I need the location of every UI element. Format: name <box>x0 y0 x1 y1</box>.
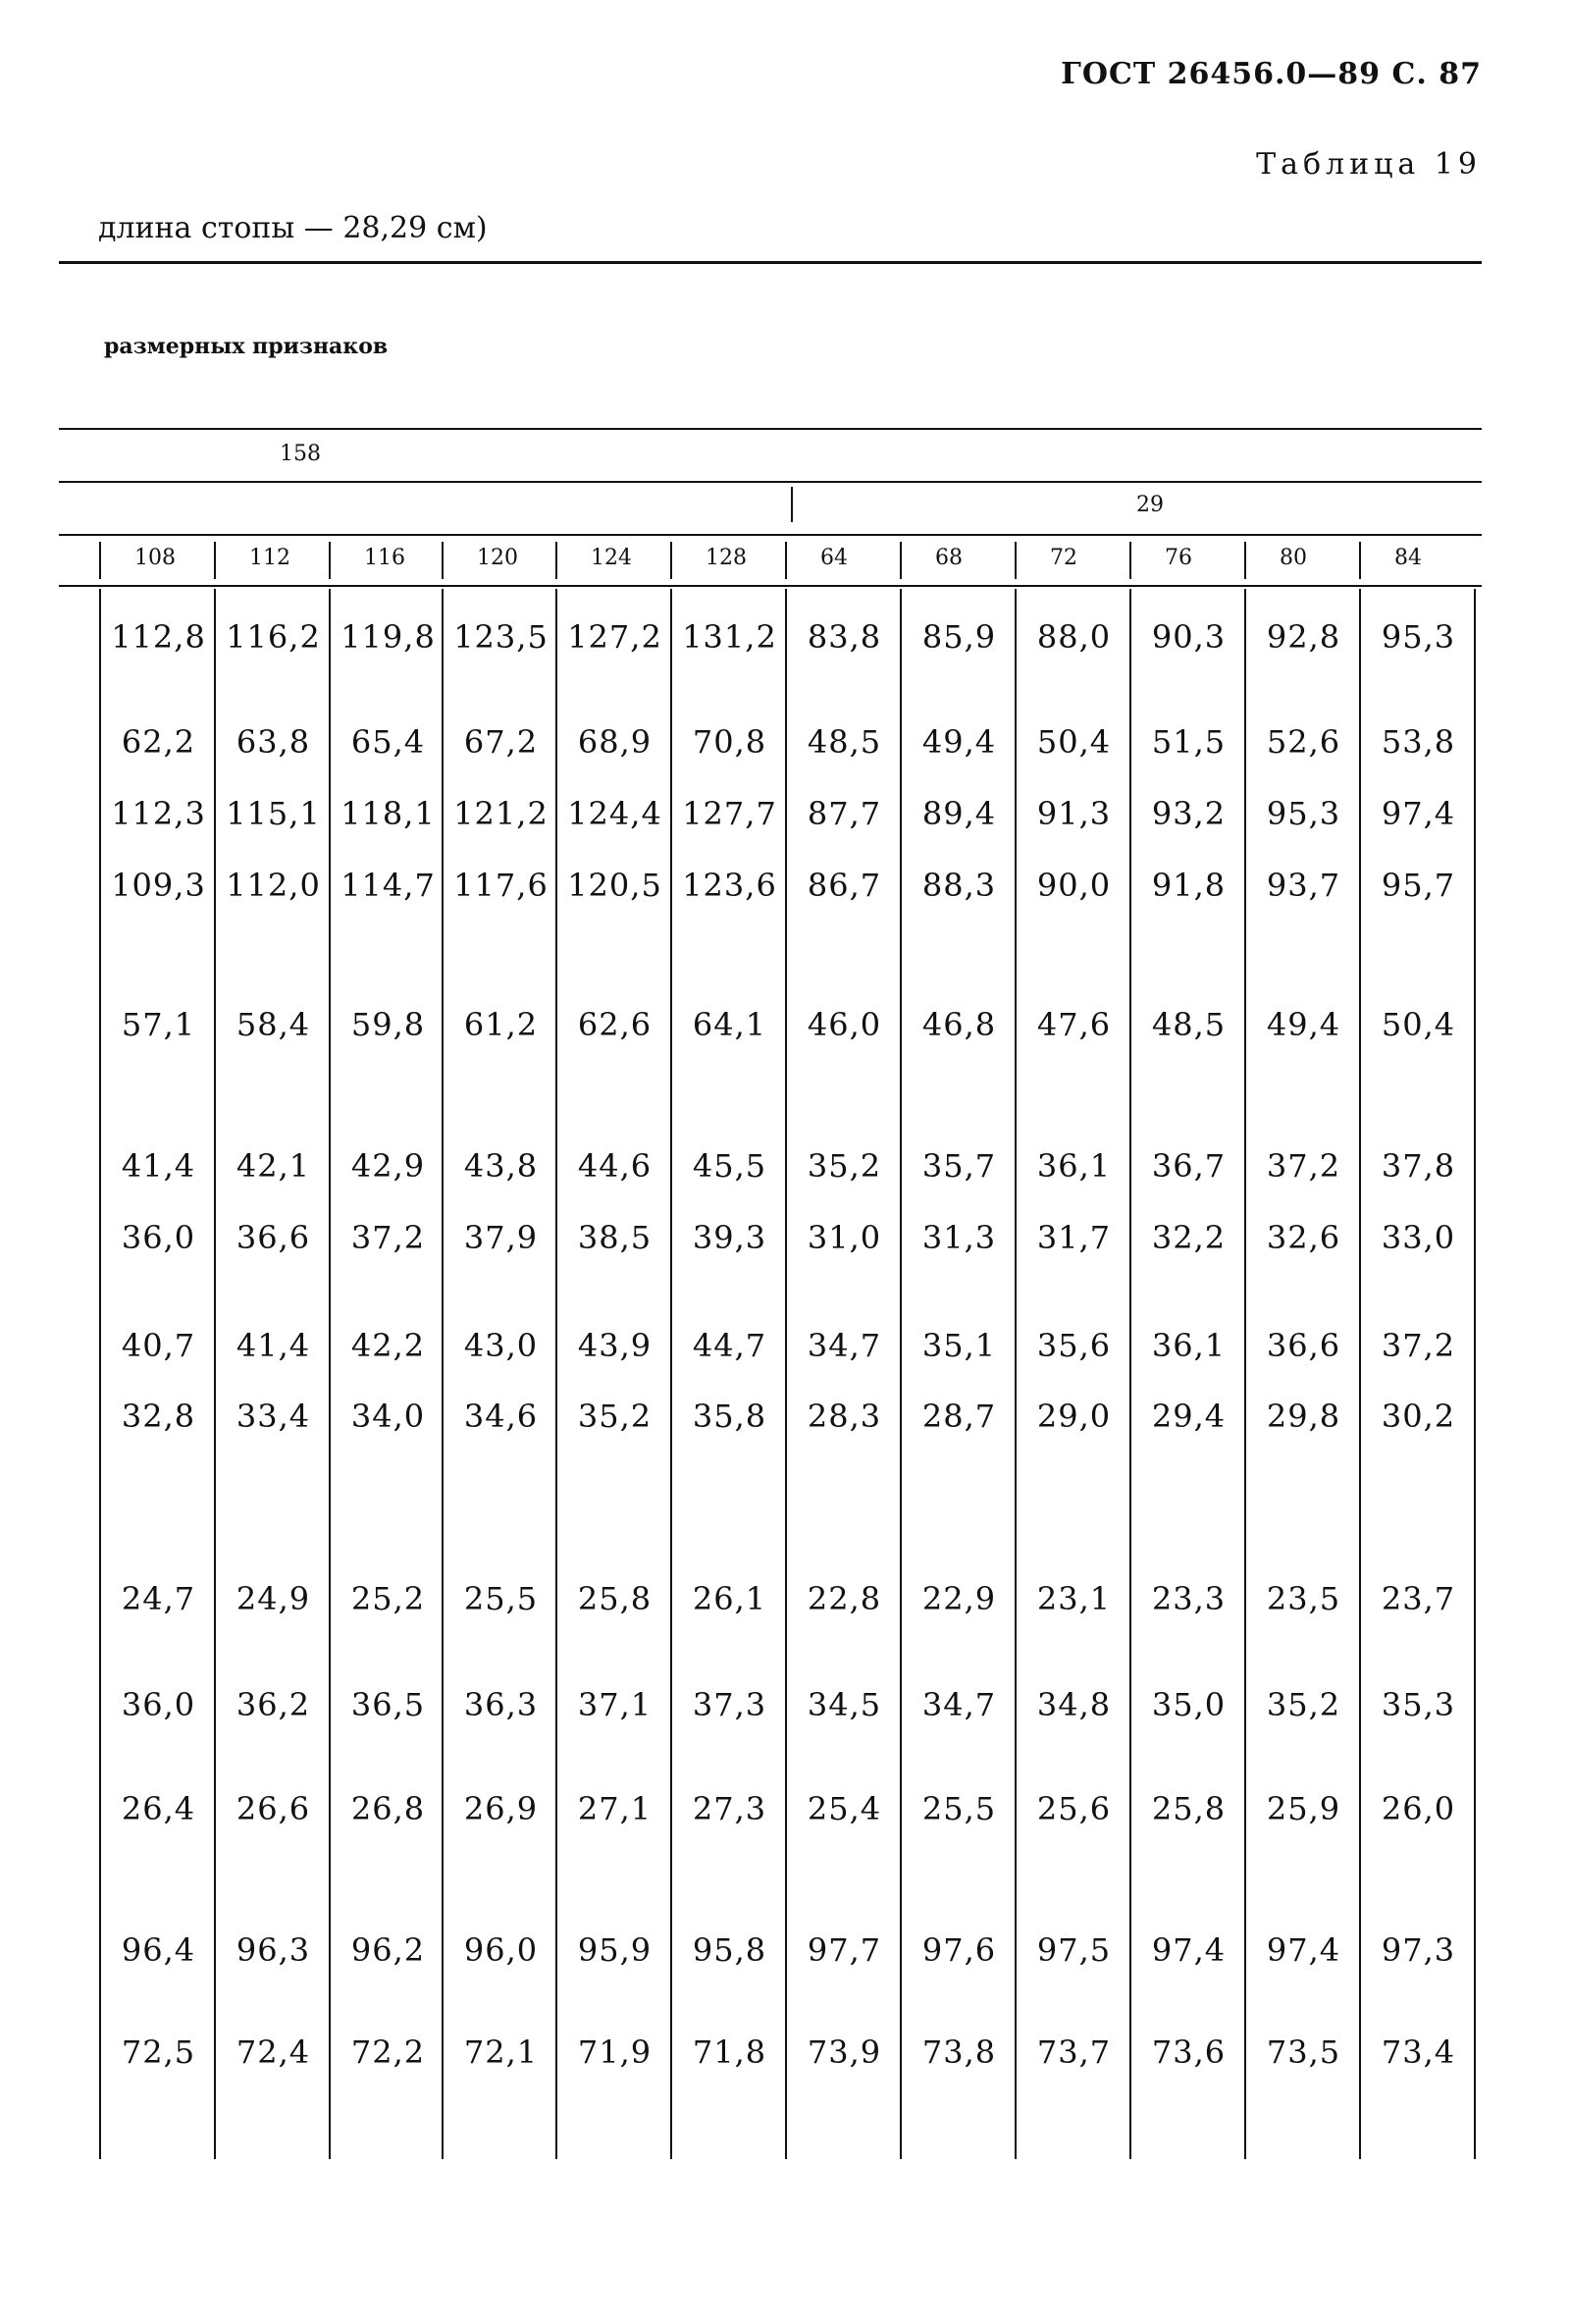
header-rule-2 <box>59 481 1482 483</box>
column-header: 72 <box>1050 546 1077 570</box>
table-cell: 90,0 <box>1036 867 1112 904</box>
table-cell: 33,4 <box>236 1398 311 1435</box>
header-rule-1 <box>59 428 1482 430</box>
table-cell: 62,6 <box>577 1006 653 1043</box>
table-cell: 35,7 <box>921 1147 997 1185</box>
table-cell: 121,2 <box>453 795 549 832</box>
table-cell: 57,1 <box>121 1006 196 1043</box>
table-cell: 96,0 <box>463 1931 539 1969</box>
table-cell: 50,4 <box>1036 723 1112 761</box>
table-cell: 25,5 <box>921 1790 997 1827</box>
table-cell: 37,2 <box>1266 1147 1341 1185</box>
table-cell: 118,1 <box>340 795 436 832</box>
column-header-divider <box>900 542 902 579</box>
table-cell: 39,3 <box>692 1219 767 1256</box>
table-cell: 26,1 <box>692 1580 767 1617</box>
column-header: 116 <box>364 546 405 570</box>
table-cell: 22,9 <box>921 1580 997 1617</box>
table-cell: 34,8 <box>1036 1686 1112 1723</box>
table-cell: 93,2 <box>1151 795 1227 832</box>
table-cell: 97,6 <box>921 1931 997 1969</box>
table-cell: 97,3 <box>1381 1931 1456 1969</box>
table-cell: 41,4 <box>121 1147 196 1185</box>
table-cell: 25,8 <box>577 1580 653 1617</box>
column-header-divider <box>1359 542 1361 579</box>
table-cell: 96,4 <box>121 1931 196 1969</box>
table-cell: 124,4 <box>567 795 662 832</box>
table-cell: 72,4 <box>236 2034 311 2071</box>
table-cell: 97,4 <box>1266 1931 1341 1969</box>
table-cell: 95,3 <box>1381 618 1456 656</box>
table-cell: 97,5 <box>1036 1931 1112 1969</box>
table-cell: 26,4 <box>121 1790 196 1827</box>
table-cell: 35,6 <box>1036 1327 1112 1364</box>
table-cell: 46,8 <box>921 1006 997 1043</box>
column-header-divider <box>442 542 444 579</box>
table-cell: 37,3 <box>692 1686 767 1723</box>
table-cell: 37,2 <box>1381 1327 1456 1364</box>
table-cell: 63,8 <box>236 723 311 761</box>
column-header: 80 <box>1280 546 1307 570</box>
table-cell: 23,1 <box>1036 1580 1112 1617</box>
table-cell: 35,1 <box>921 1327 997 1364</box>
table-cell: 67,2 <box>463 723 539 761</box>
column-header: 120 <box>477 546 518 570</box>
table-cell: 33,0 <box>1381 1219 1456 1256</box>
table-cell: 71,9 <box>577 2034 653 2071</box>
column-rule <box>1015 589 1017 2159</box>
table-cell: 24,9 <box>236 1580 311 1617</box>
table-cell: 71,8 <box>692 2034 767 2071</box>
column-header: 76 <box>1165 546 1192 570</box>
table-cell: 29,0 <box>1036 1398 1112 1435</box>
group-divider-tick <box>791 487 793 522</box>
column-rule <box>900 589 902 2159</box>
table-cell: 41,4 <box>236 1327 311 1364</box>
table-cell: 120,5 <box>567 867 662 904</box>
table-cell: 22,8 <box>807 1580 882 1617</box>
table-cell: 127,7 <box>682 795 777 832</box>
table-cell: 46,0 <box>807 1006 882 1043</box>
table-cell: 36,0 <box>121 1219 196 1256</box>
column-header: 108 <box>134 546 176 570</box>
table-cell: 70,8 <box>692 723 767 761</box>
table-cell: 48,5 <box>807 723 882 761</box>
table-cell: 25,9 <box>1266 1790 1341 1827</box>
column-header: 112 <box>249 546 290 570</box>
table-cell: 26,6 <box>236 1790 311 1827</box>
table-cell: 25,8 <box>1151 1790 1227 1827</box>
table-cell: 53,8 <box>1381 723 1456 761</box>
table-cell: 31,3 <box>921 1219 997 1256</box>
table-cell: 64,1 <box>692 1006 767 1043</box>
column-rule <box>1474 589 1476 2159</box>
table-cell: 36,1 <box>1036 1147 1112 1185</box>
table-cell: 26,0 <box>1381 1790 1456 1827</box>
table-cell: 95,8 <box>692 1931 767 1969</box>
table-cell: 49,4 <box>921 723 997 761</box>
column-header-divider <box>1129 542 1131 579</box>
header-rule-3 <box>59 534 1482 536</box>
table-cell: 123,6 <box>682 867 777 904</box>
column-header-divider <box>1015 542 1017 579</box>
table-cell: 49,4 <box>1266 1006 1341 1043</box>
table-cell: 24,7 <box>121 1580 196 1617</box>
table-cell: 44,7 <box>692 1327 767 1364</box>
table-cell: 115,1 <box>226 795 321 832</box>
column-header-divider <box>329 542 331 579</box>
table-cell: 29,8 <box>1266 1398 1341 1435</box>
table-cell: 88,3 <box>921 867 997 904</box>
table-cell: 36,5 <box>350 1686 426 1723</box>
table-cell: 36,0 <box>121 1686 196 1723</box>
table-cell: 50,4 <box>1381 1006 1456 1043</box>
table-cell: 73,5 <box>1266 2034 1341 2071</box>
table-cell: 23,3 <box>1151 1580 1227 1617</box>
table-cell: 25,5 <box>463 1580 539 1617</box>
table-cell: 116,2 <box>226 618 321 656</box>
table-cell: 65,4 <box>350 723 426 761</box>
table-cell: 25,6 <box>1036 1790 1112 1827</box>
table-cell: 52,6 <box>1266 723 1341 761</box>
table-cell: 119,8 <box>340 618 436 656</box>
table-cell: 43,8 <box>463 1147 539 1185</box>
table-cell: 112,0 <box>226 867 321 904</box>
table-cell: 51,5 <box>1151 723 1227 761</box>
table-cell: 23,7 <box>1381 1580 1456 1617</box>
table-cell: 73,4 <box>1381 2034 1456 2071</box>
table-cell: 90,3 <box>1151 618 1227 656</box>
table-cell: 26,8 <box>350 1790 426 1827</box>
table-cell: 28,3 <box>807 1398 882 1435</box>
table-cell: 28,7 <box>921 1398 997 1435</box>
table-cell: 88,0 <box>1036 618 1112 656</box>
table-cell: 72,5 <box>121 2034 196 2071</box>
table-cell: 96,3 <box>236 1931 311 1969</box>
table-cell: 45,5 <box>692 1147 767 1185</box>
table-cell: 32,6 <box>1266 1219 1341 1256</box>
table-cell: 43,0 <box>463 1327 539 1364</box>
table-cell: 73,6 <box>1151 2034 1227 2071</box>
column-rule <box>785 589 787 2159</box>
table-cell: 34,7 <box>807 1327 882 1364</box>
table-cell: 109,3 <box>111 867 206 904</box>
table-cell: 44,6 <box>577 1147 653 1185</box>
table-cell: 114,7 <box>340 867 436 904</box>
table-cell: 40,7 <box>121 1327 196 1364</box>
column-rule <box>1244 589 1246 2159</box>
table-cell: 96,2 <box>350 1931 426 1969</box>
table-cell: 95,9 <box>577 1931 653 1969</box>
table-cell: 47,6 <box>1036 1006 1112 1043</box>
table-cell: 32,2 <box>1151 1219 1227 1256</box>
column-header-divider <box>785 542 787 579</box>
table-cell: 30,2 <box>1381 1398 1456 1435</box>
table-cell: 97,4 <box>1151 1931 1227 1969</box>
table-cell: 27,1 <box>577 1790 653 1827</box>
table-cell: 35,8 <box>692 1398 767 1435</box>
table-cell: 29,4 <box>1151 1398 1227 1435</box>
column-rule <box>670 589 672 2159</box>
column-rule <box>99 589 101 2159</box>
table-cell: 34,0 <box>350 1398 426 1435</box>
table-cell: 36,6 <box>1266 1327 1341 1364</box>
table-cell: 73,9 <box>807 2034 882 2071</box>
column-rule <box>214 589 216 2159</box>
table-cell: 58,4 <box>236 1006 311 1043</box>
table-cell: 23,5 <box>1266 1580 1341 1617</box>
table-cell: 35,0 <box>1151 1686 1227 1723</box>
table-cell: 37,9 <box>463 1219 539 1256</box>
table-cell: 89,4 <box>921 795 997 832</box>
table-cell: 25,4 <box>807 1790 882 1827</box>
table-cell: 97,7 <box>807 1931 882 1969</box>
table-cell: 85,9 <box>921 618 997 656</box>
table-cell: 112,8 <box>111 618 206 656</box>
column-header-divider <box>99 542 101 579</box>
table-cell: 37,1 <box>577 1686 653 1723</box>
table-subtitle: длина стопы — 28,29 см) <box>98 211 488 245</box>
table-cell: 35,2 <box>807 1147 882 1185</box>
table-cell: 95,3 <box>1266 795 1341 832</box>
table-cell: 93,7 <box>1266 867 1341 904</box>
column-rule <box>329 589 331 2159</box>
table-cell: 43,9 <box>577 1327 653 1364</box>
table-cell: 35,2 <box>577 1398 653 1435</box>
table-cell: 27,3 <box>692 1790 767 1827</box>
table-cell: 36,3 <box>463 1686 539 1723</box>
table-cell: 37,8 <box>1381 1147 1456 1185</box>
column-header-divider <box>670 542 672 579</box>
table-cell: 34,6 <box>463 1398 539 1435</box>
table-cell: 117,6 <box>453 867 549 904</box>
table-cell: 42,2 <box>350 1327 426 1364</box>
column-header: 84 <box>1394 546 1422 570</box>
table-cell: 34,5 <box>807 1686 882 1723</box>
table-cell: 97,4 <box>1381 795 1456 832</box>
table-cell: 35,2 <box>1266 1686 1341 1723</box>
column-rule <box>1129 589 1131 2159</box>
document-reference: ГОСТ 26456.0—89 С. 87 <box>1061 57 1482 91</box>
table-cell: 34,7 <box>921 1686 997 1723</box>
table-cell: 36,1 <box>1151 1327 1227 1364</box>
column-header: 64 <box>820 546 848 570</box>
table-cell: 37,2 <box>350 1219 426 1256</box>
table-cell: 38,5 <box>577 1219 653 1256</box>
table-cell: 32,8 <box>121 1398 196 1435</box>
table-cell: 68,9 <box>577 723 653 761</box>
table-cell: 91,8 <box>1151 867 1227 904</box>
table-cell: 83,8 <box>807 618 882 656</box>
table-cell: 86,7 <box>807 867 882 904</box>
table-cell: 35,3 <box>1381 1686 1456 1723</box>
column-header-divider <box>555 542 557 579</box>
table-cell: 112,3 <box>111 795 206 832</box>
header-rule-4 <box>59 585 1482 587</box>
column-header-divider <box>214 542 216 579</box>
group-label-height: 158 <box>280 442 321 466</box>
table-title: Таблица 19 <box>1256 147 1482 182</box>
table-cell: 31,7 <box>1036 1219 1112 1256</box>
column-header: 124 <box>591 546 632 570</box>
table-cell: 48,5 <box>1151 1006 1227 1043</box>
table-cell: 36,7 <box>1151 1147 1227 1185</box>
table-cell: 62,2 <box>121 723 196 761</box>
table-cell: 72,2 <box>350 2034 426 2071</box>
table-cell: 92,8 <box>1266 618 1341 656</box>
column-header: 68 <box>935 546 963 570</box>
table-cell: 25,2 <box>350 1580 426 1617</box>
table-cell: 36,6 <box>236 1219 311 1256</box>
table-cell: 42,1 <box>236 1147 311 1185</box>
table-cell: 91,3 <box>1036 795 1112 832</box>
table-cell: 36,2 <box>236 1686 311 1723</box>
group-label-foot: 29 <box>1136 493 1164 517</box>
column-rule <box>442 589 444 2159</box>
table-cell: 26,9 <box>463 1790 539 1827</box>
table-cell: 42,9 <box>350 1147 426 1185</box>
table-cell: 127,2 <box>567 618 662 656</box>
table-cell: 123,5 <box>453 618 549 656</box>
column-rule <box>555 589 557 2159</box>
table-cell: 31,0 <box>807 1219 882 1256</box>
table-cell: 73,7 <box>1036 2034 1112 2071</box>
column-header-divider <box>1244 542 1246 579</box>
top-rule <box>59 261 1482 264</box>
column-rule <box>1359 589 1361 2159</box>
table-cell: 73,8 <box>921 2034 997 2071</box>
table-cell: 72,1 <box>463 2034 539 2071</box>
column-header: 128 <box>706 546 747 570</box>
table-cell: 59,8 <box>350 1006 426 1043</box>
section-label: размерных признаков <box>104 334 389 359</box>
table-cell: 87,7 <box>807 795 882 832</box>
table-cell: 61,2 <box>463 1006 539 1043</box>
table-cell: 131,2 <box>682 618 777 656</box>
table-cell: 95,7 <box>1381 867 1456 904</box>
